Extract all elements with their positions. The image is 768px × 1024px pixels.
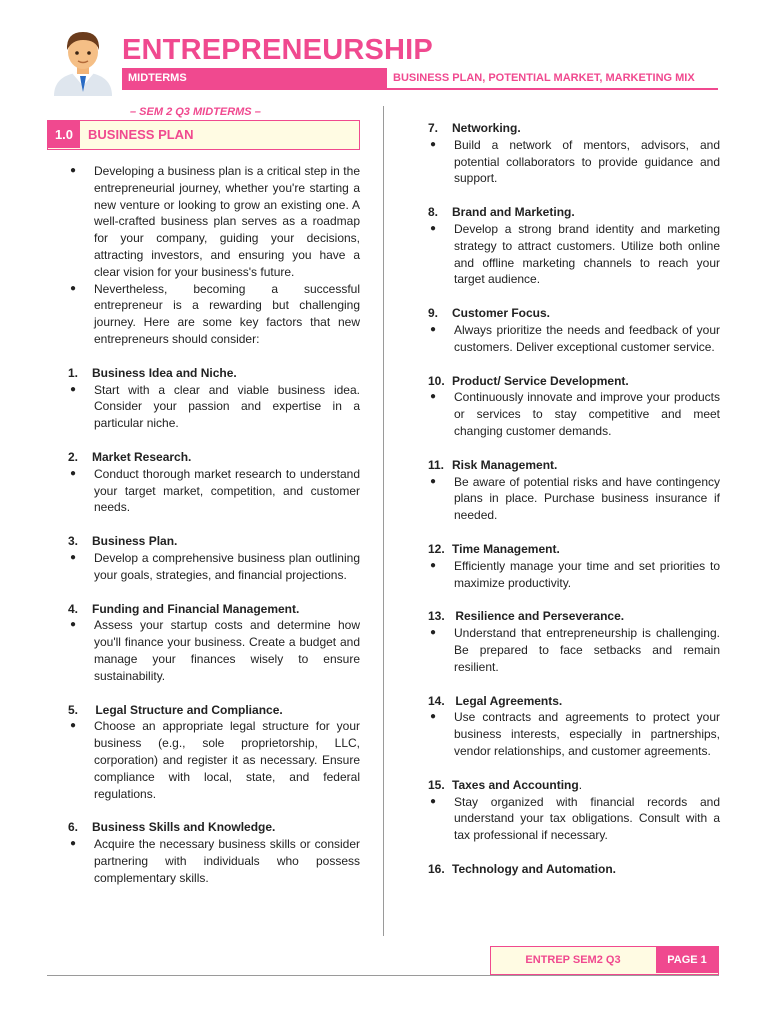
bullet-icon: ●: [70, 282, 77, 294]
factor-heading: 13. Resilience and Perseverance.: [428, 609, 625, 624]
right-column: [428, 120, 720, 878]
factor-text: ● Start with a clear and viable business idea. Consider your passion and expertise in a particular niche.: [70, 382, 360, 431]
page-number: PAGE 1: [656, 947, 718, 973]
factor-heading: 8. Brand and Marketing.: [428, 205, 575, 220]
bullet-icon: ●: [430, 627, 437, 639]
factor-heading: 9. Customer Focus.: [428, 306, 551, 321]
factor-text: ● Use contracts and agreements to protect your business interests, especially in partnerships, vendor relationships, and customer agreements.: [430, 710, 720, 758]
factor-text: ● Acquire the necessary business skills or consider partnering with individuals who possess complementary skills.: [70, 837, 360, 885]
bullet-icon: ●: [430, 475, 437, 487]
factor-heading: 10. Product/ Service Development.: [428, 373, 629, 388]
bullet-icon: ●: [430, 559, 437, 571]
factor-heading: 12. Time Management.: [428, 541, 560, 556]
factor-heading: 1. Business Idea and Niche.: [68, 365, 237, 380]
bullet-icon: ●: [430, 711, 437, 723]
section-heading: [47, 120, 360, 150]
bullet-icon: ●: [70, 551, 77, 563]
factor-text: ● Choose an appropriate legal structure for your business (e.g., sole proprietorship, LLC, corporation) and register it as necessary. Ensure compliance with local, state, and federal regulations.: [70, 719, 360, 801]
factor-heading: 14. Legal Agreements.: [428, 693, 563, 708]
header-bar: [122, 68, 718, 90]
factor-heading: 7. Networking.: [428, 121, 521, 135]
factor-text: ● Stay organized with financial records and understand your tax obligations. Consult with a tax professional if necessary.: [430, 794, 720, 843]
footer-box: [490, 946, 719, 975]
bullet-icon: ●: [70, 467, 77, 479]
bullet-icon: ●: [430, 795, 437, 807]
factor-heading: 4. Funding and Financial Management.: [68, 601, 300, 616]
section-title: BUSINESS PLAN: [88, 127, 194, 142]
bullet-icon: ●: [430, 138, 437, 150]
bullet-icon: ●: [70, 720, 77, 732]
factor-text: ● Efficiently manage your time and set priorities to maximize productivity.: [430, 558, 720, 590]
factor-heading: 15. Taxes and Accounting .: [428, 777, 583, 792]
factor-text: ● Conduct thorough market research to understand your target market, competition, and customer needs.: [70, 466, 360, 515]
factor-text: ● Understand that entrepreneurship is challenging. Be prepared to face setbacks and remain resilient.: [430, 626, 720, 674]
left-column: [68, 163, 360, 886]
bullet-icon: ●: [70, 619, 77, 631]
factor-text: ● Assess your startup costs and determine how you'll finance your business. Create a budget and manage your finances wisely to ensure sustainability.: [70, 618, 360, 683]
header-left-label: MIDTERMS: [122, 68, 387, 88]
factor-text: ● Be aware of potential risks and have contingency plans in place. Purchase business insurance if needed.: [430, 474, 720, 523]
factor-heading: 6. Business Skills and Knowledge.: [68, 820, 276, 835]
bullet-icon: ●: [430, 222, 437, 234]
intro-paragraph: ● Developing a business plan is a critical step in the entrepreneurial journey, whether you're starting a new venture or looking to grow an existing one. A well-crafted business plan serves as a roadmap for your company, guiding your decisions, attracting investors, and ensuring you have a clear vision for your business's future.: [70, 164, 360, 279]
factor-heading: 2. Market Research.: [68, 449, 192, 464]
column-divider: [383, 106, 384, 936]
businessman-icon: [50, 26, 116, 96]
factor-heading: 3. Business Plan.: [68, 534, 178, 549]
bullet-icon: ●: [70, 383, 77, 395]
intro-paragraph: ● Nevertheless, becoming a successful entrepreneur is a rewarding but challenging journey. Here are some key factors that new entrepreneurs should consider:: [70, 281, 360, 346]
section-number: 1.0: [48, 121, 80, 148]
factor-text: ● Build a network of mentors, advisors, and potential collaborators to provide guidance and support.: [430, 137, 720, 186]
bullet-icon: ●: [430, 391, 437, 403]
bullet-icon: ●: [430, 323, 437, 335]
bullet-icon: ●: [70, 838, 77, 850]
footer-label: ENTREP SEM2 Q3: [525, 954, 621, 966]
footer-rule: [47, 975, 719, 976]
factor-text: ● Develop a comprehensive business plan outlining your goals, strategies, and financial projections.: [70, 550, 360, 582]
factor-text: ● Continuously innovate and improve your products or services to stay competitive and meet changing customer demands.: [430, 390, 720, 438]
factor-heading: 16. Technology and Automation.: [428, 861, 616, 876]
bullet-icon: ●: [70, 165, 77, 176]
document-title: ENTREPRENEURSHIP: [122, 34, 433, 66]
factor-text: ● Develop a strong brand identity and marketing strategy to attract customers. Utilize both online and offline marketing channels to reach your target audience.: [430, 221, 720, 287]
factor-heading: 5. Legal Structure and Compliance.: [68, 702, 283, 717]
factor-text: ● Always prioritize the needs and feedback of your customers. Deliver exceptional customer service.: [430, 322, 720, 354]
factor-heading: 11. Risk Management.: [428, 457, 558, 472]
header-right-label: BUSINESS PLAN, POTENTIAL MARKET, MARKETING MIX: [393, 72, 695, 84]
semester-label: – SEM 2 Q3 MIDTERMS –: [130, 106, 261, 118]
